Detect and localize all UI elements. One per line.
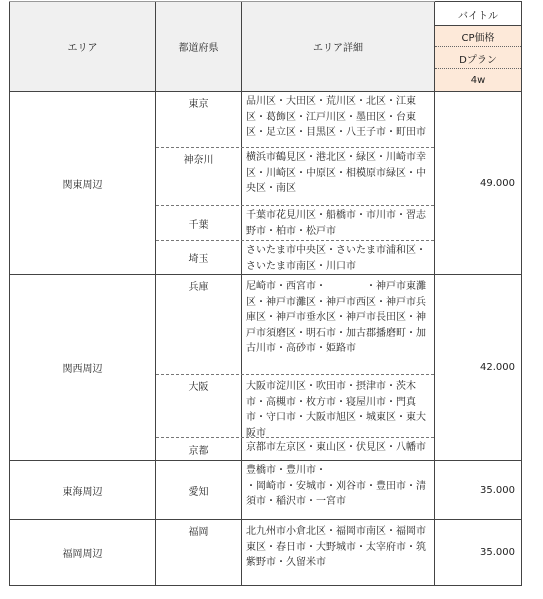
grid-line [9,585,522,586]
region-kansai: 関西周辺 [62,364,103,375]
header-area: エリア [10,2,155,91]
grid-line [156,147,434,148]
grid-line [521,1,522,586]
pref-osaka: 大阪 [188,382,209,393]
pref-chiba: 千葉 [188,219,209,231]
pref-kyoto: 京都 [188,445,209,457]
header-prefecture: 都道府県 [156,2,241,91]
grid-line [434,1,522,2]
pref-kanagawa: 神奈川 [183,155,214,166]
pref-fukuoka: 福岡 [188,527,209,538]
detail-kyoto: 京都市左京区・東山区・伏見区・八幡市 [246,442,426,453]
detail-tokyo: 品川区・大田区・荒川区・北区・江東区・葛飾区・江戸川区・墨田区・台東区・足立区・目黒区・八王子市・町田市 [246,96,426,138]
grid-line [241,1,242,586]
header-plan: Dプラン [435,47,521,69]
grid-line [156,240,434,241]
grid-line [435,68,521,69]
detail-hyogo: 尼崎市・西宮市・ ・神戸市東灘区・神戸市灘区・神戸市西区・神戸市兵庫区・神戸市垂水区・神戸市長田区・神戸市須磨区・明石市・加古郡播磨町・加古川市・高砂市・姫路市 [246,281,426,354]
price-kansai: 42.000 [480,362,515,373]
region-tokai: 東海周辺 [62,486,103,498]
grid-line [9,91,522,92]
pref-saitama: 埼玉 [188,254,209,265]
price-kanto: 49.000 [480,177,515,189]
region-fukuoka: 福岡周辺 [62,549,103,560]
detail-osaka: 大阪市淀川区・吹田市・摂津市・茨木市・高槻市・枚方市・寝屋川市・門真市・守口市・大阪市旭区・城東区・東大阪市 [246,381,426,439]
grid-line [435,46,521,47]
header-cp-price: CP価格 [435,26,521,47]
header-period: 4w [435,69,521,91]
header-job: バイトル [435,2,521,26]
header-area-detail: エリア詳細 [242,2,434,91]
price-tokai: 35.000 [480,484,515,496]
detail-kanagawa: 横浜市鶴見区・港北区・緑区・川崎市幸区・川崎区・中原区・相模原市緑区・中央区・南区 [246,152,426,194]
grid-line [9,460,522,461]
detail-chiba: 千葉市花見川区・船橋市・市川市・習志野市・柏市・松戸市 [246,210,426,237]
detail-aichi: 豊橋市・豊川市・ ・岡崎市・安城市・刈谷市・豊田市・清須市・稲沢市・一宮市 [246,465,426,507]
pref-tokyo: 東京 [188,99,209,110]
grid-line [9,1,435,2]
grid-line [155,1,156,586]
grid-line [156,437,434,438]
region-kanto: 関東周辺 [62,179,103,191]
pref-hyogo: 兵庫 [188,282,209,293]
detail-fukuoka: 北九州市小倉北区・福岡市南区・福岡市東区・春日市・大野城市・太宰府市・筑紫野市・久留米市 [246,526,426,568]
detail-saitama: さいたま市中央区・さいたま市浦和区・さいたま市南区・川口市 [246,245,426,272]
grid-line [156,374,434,375]
grid-line [156,205,434,206]
grid-line [434,25,522,26]
pref-aichi: 愛知 [188,486,209,498]
price-fukuoka: 35.000 [480,547,515,558]
grid-line [9,274,522,275]
grid-line [434,1,435,586]
grid-line [9,519,522,520]
grid-line [9,1,10,586]
